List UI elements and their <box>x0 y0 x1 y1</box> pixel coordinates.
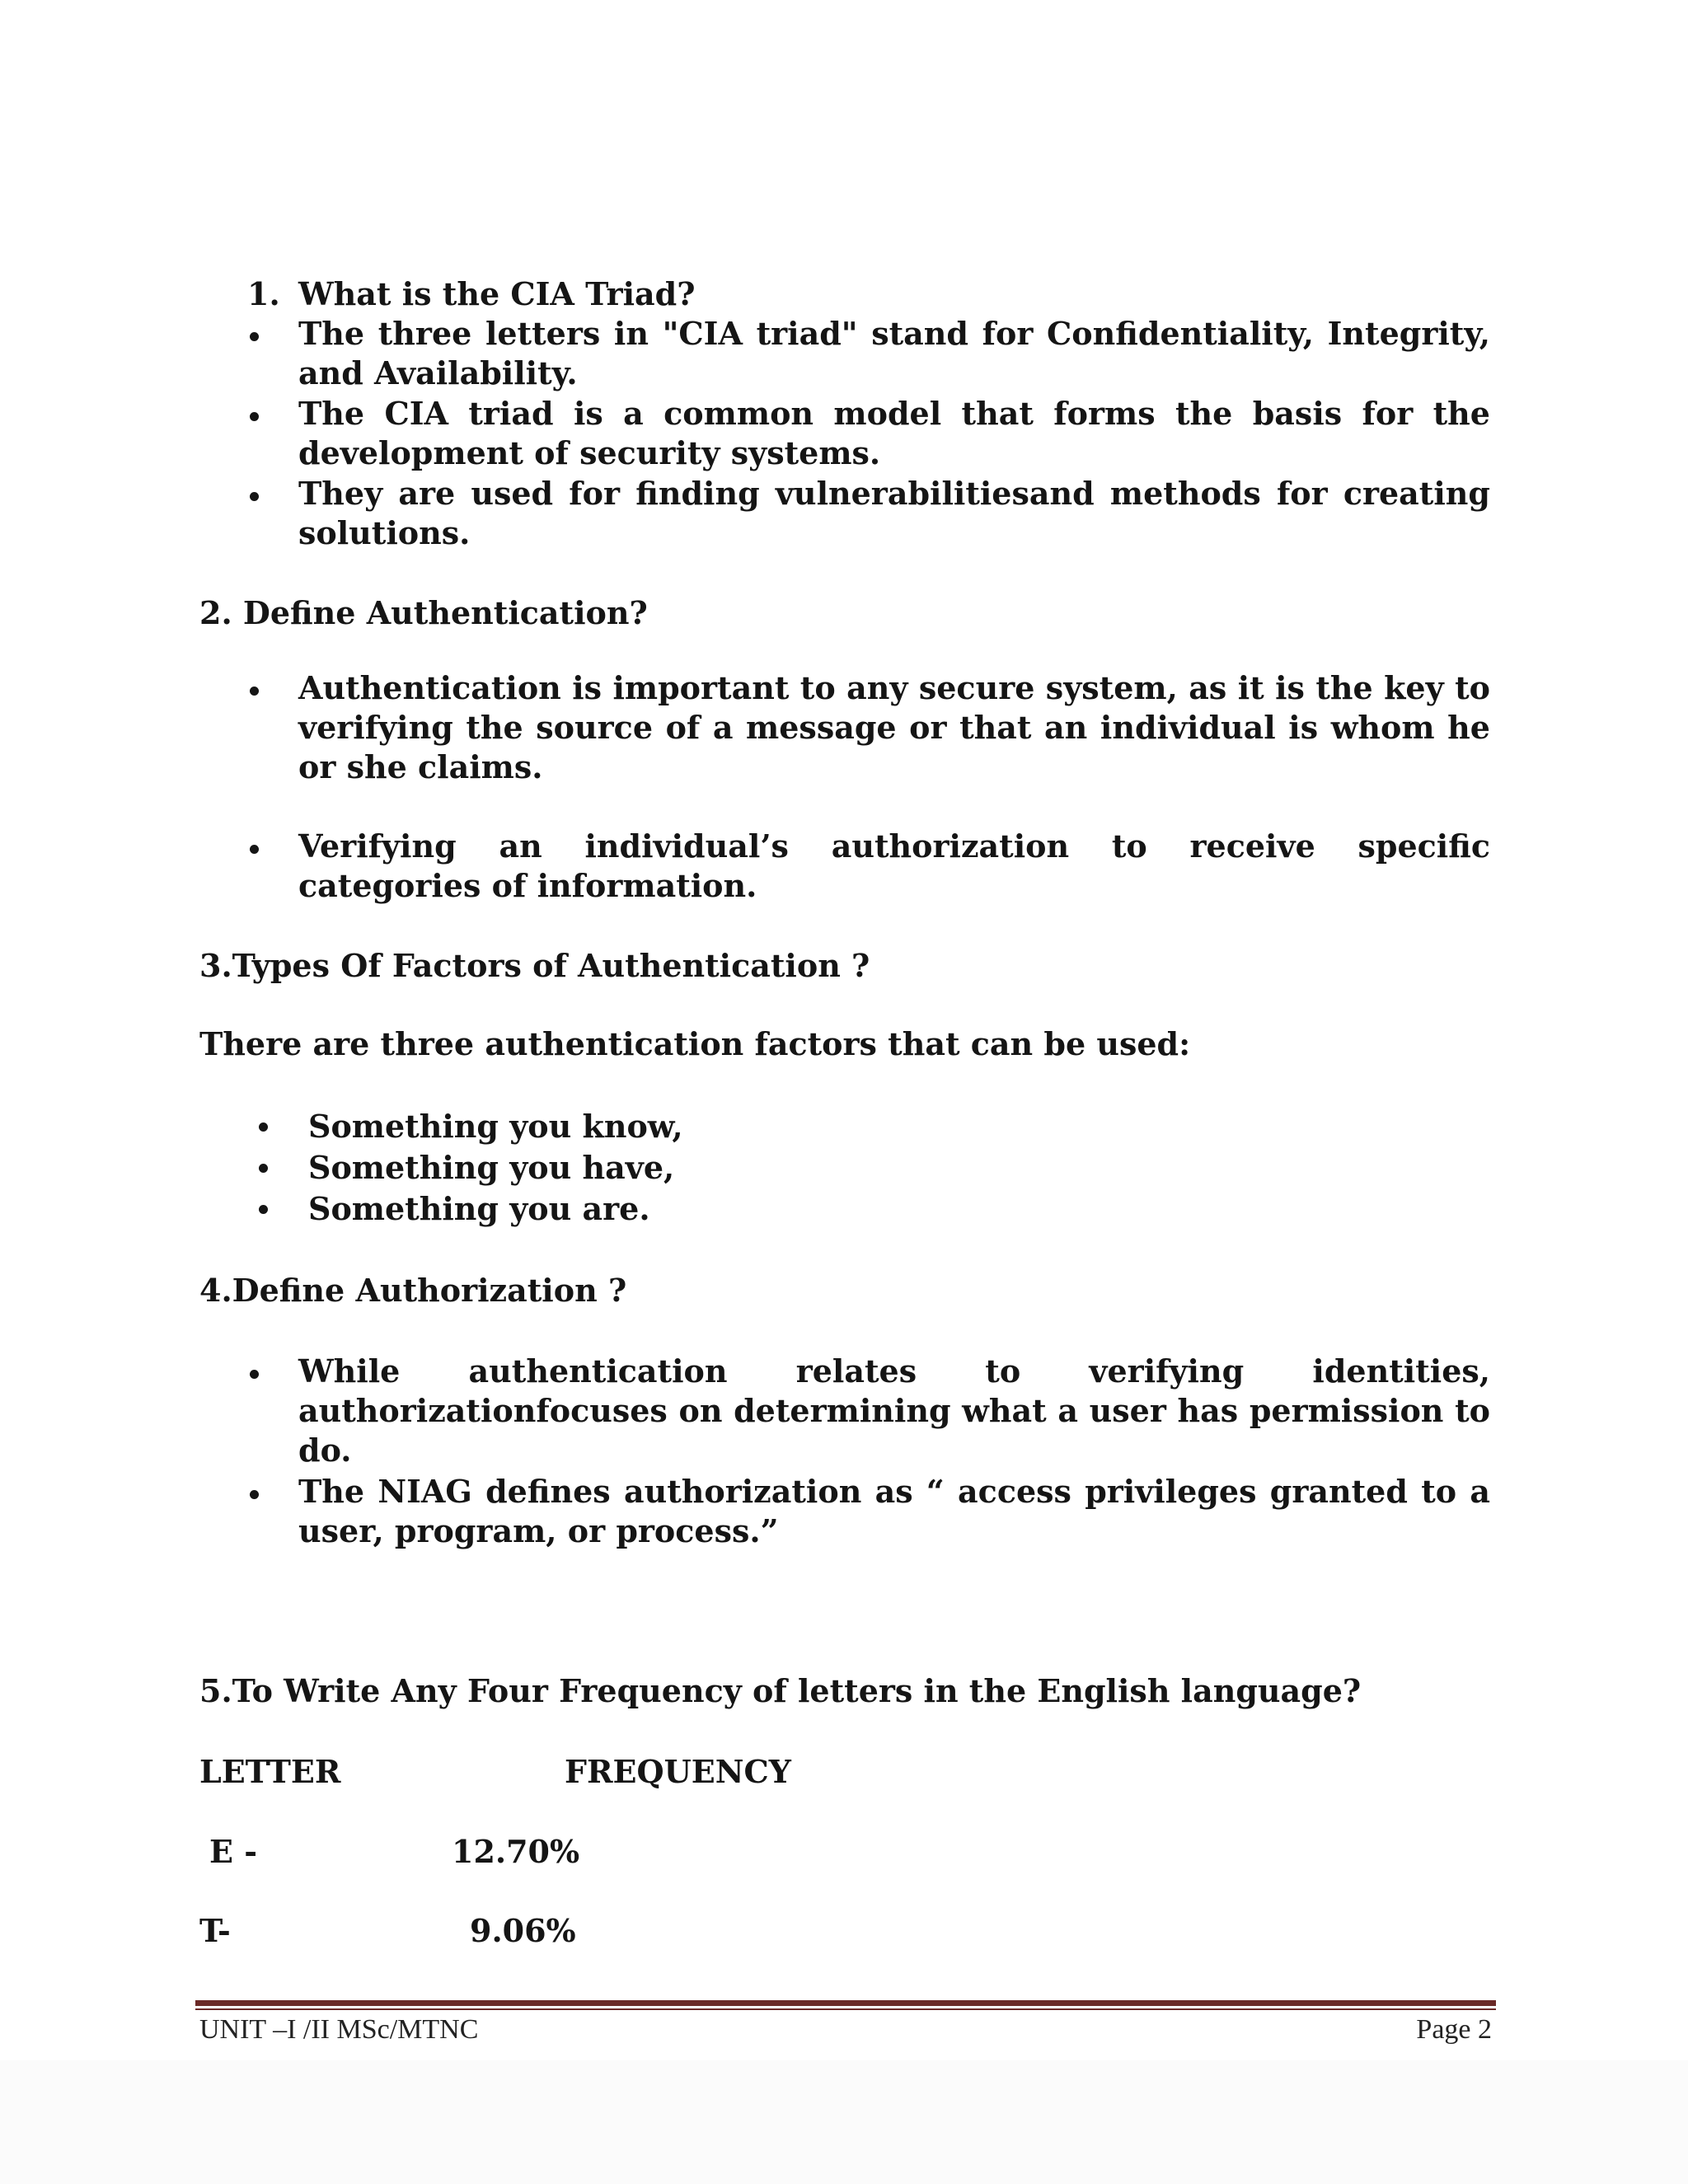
footer-divider-thin <box>195 2008 1496 2010</box>
q1-bullet-2: The CIA triad is a common model that forms the basis for the development of security systems. <box>298 395 1490 471</box>
footer-page-number: Page 2 <box>1416 2014 1492 2045</box>
table-row-frequency: 12.70% <box>452 1833 580 1870</box>
q3-bullet-2: Something you have, <box>308 1149 675 1186</box>
bullet-dot <box>259 1164 268 1173</box>
bullet-dot <box>250 332 259 341</box>
q4-title: 4.Define Authorization ? <box>199 1272 627 1309</box>
q1-title: What is the CIA Triad? <box>298 275 696 312</box>
q2-bullet-1: Authentication is important to any secure system, as it is the key to verifying the source of a message or that an individual is whom he or she claims. <box>298 669 1490 785</box>
bullet-dot <box>250 1370 259 1379</box>
q2-title: 2. Define Authentication? <box>199 594 648 631</box>
bullet-dot <box>259 1205 268 1214</box>
q5-title: 5.To Write Any Four Frequency of letters in the English language? <box>199 1672 1362 1709</box>
footer-divider <box>195 2000 1496 2006</box>
q4-bullet-2: The NIAG defines authorization as “ access privileges granted to a user, program, or process.” <box>298 1473 1490 1549</box>
q4-bullet-1: While authentication relates to verifying identities, authorizationfocuses on determining what a user has permission to do. <box>298 1352 1490 1469</box>
bullet-dot <box>250 492 259 501</box>
q3-bullet-3: Something you are. <box>308 1190 650 1227</box>
bullet-dot <box>250 1490 259 1499</box>
col-letter-header: LETTER <box>199 1753 341 1790</box>
bullet-dot <box>259 1122 268 1132</box>
table-row-letter: E - <box>209 1833 257 1870</box>
footer-band <box>0 2060 1688 2184</box>
bullet-dot <box>250 845 259 854</box>
footer-unit-label: UNIT –I /II MSc/MTNC <box>199 2014 479 2045</box>
q3-title: 3.Types Of Factors of Authentication ? <box>199 947 870 984</box>
col-frequency-header: FREQUENCY <box>565 1753 791 1790</box>
bullet-dot <box>250 412 259 421</box>
table-row-letter: T- <box>199 1912 231 1949</box>
q2-bullet-2: Verifying an individual’s authorization to receive specific categories of information. <box>298 827 1490 904</box>
q1-bullet-1: The three letters in "CIA triad" stand for Confidentiality, Integrity, and Availability. <box>298 315 1490 391</box>
q3-intro: There are three authentication factors that can be used: <box>199 1025 1191 1062</box>
q1-bullet-3: They are used for finding vulnerabilitiesand methods for creating solutions. <box>298 475 1490 551</box>
table-row-frequency: 9.06% <box>470 1912 576 1949</box>
bullet-dot <box>250 687 259 696</box>
q1-number: 1. <box>247 275 280 312</box>
q3-bullet-1: Something you know, <box>308 1108 683 1145</box>
